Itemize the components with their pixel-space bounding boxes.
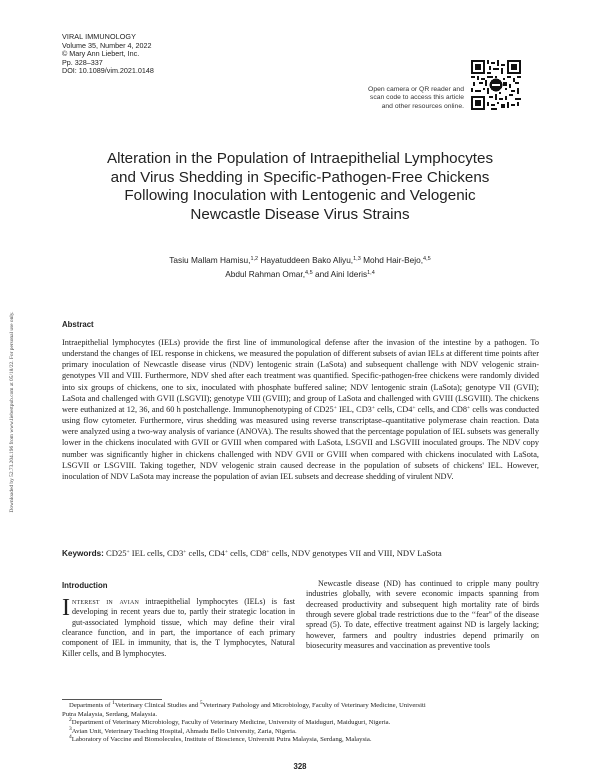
keyword-text: CD25 (103, 548, 127, 558)
abstract-text: Intraepithelial lymphocytes (IELs) provide the first line of immunological defense after the invasion of the intestine by a pathogen. To understand the changes of IEL response in chickens, we measured the population of different subsets of avian IELs at different time points after primary inoculation of Newcastle disease virus (NDV) lentogenic strain (LaSota) and subsequent challenge with NDV velogenic strain- genotypes VII and VIII. Furthermore, NDV shed after each treatment was quantified. Specific-pathogen-free chickens were randomly divided into six groups of chickens, one to six, inoculated with phosphate buffered saline; NDV lentogenic strain (LaSota); genotype VII (GVII); LaSota and challenged with GVII (LSGVII); genotype VIII (GVIII); and group of LaSota and challenged with GVIII (LSGVIII). The chickens were euthanized at 12, 36, and 60 h postchallenge. Immunophenotyping of CD25 (62, 338, 539, 414)
author-name: Hayatuddeen Bako Aliyu, (258, 255, 354, 265)
abstract-body (62, 337, 539, 482)
journal-doi: DOI: 10.1089/vim.2021.0148 (62, 66, 154, 76)
author-name: Tasiu Mallam Hamisu, (169, 255, 251, 265)
qr-code-icon[interactable] (471, 60, 521, 110)
abstract-text: cells, and CD8 (415, 404, 468, 414)
keyword-text: cells, CD4 (186, 548, 225, 558)
author-line (70, 268, 530, 282)
introduction-right-column (306, 579, 539, 651)
author-affiliation: 1,2 (250, 256, 259, 262)
author-affiliation: 1,3 (353, 256, 361, 262)
download-note (8, 262, 16, 562)
title-line: and Virus Shedding in Specific-Pathogen-Free Chickens (110, 168, 490, 186)
footnote-text: Veterinary Clinical Studies and (114, 702, 200, 709)
author-name: and Aini Ideris (312, 268, 368, 279)
page-number: 328 (293, 762, 307, 771)
affiliation-footnotes (62, 702, 539, 745)
keyword-text: IEL cells, CD3 (129, 548, 184, 558)
superscript: 1 (112, 700, 115, 706)
drop-cap: I (62, 595, 70, 621)
author-affiliation: 4,5 (305, 269, 313, 276)
keywords-label: Keywords: (62, 549, 104, 558)
superscript: + (224, 549, 228, 555)
footnote (62, 736, 539, 745)
qr-note-line: and other resources online. (381, 102, 464, 110)
superscript: + (412, 404, 416, 411)
superscript: + (183, 549, 187, 555)
footnote-text: Department of Veterinary Microbiology, Faculty of Veterinary Medicine, University of Maiduguri, Maiduguri, Nigeria. (71, 719, 391, 727)
superscript: 2 (69, 717, 72, 724)
author-line (70, 254, 530, 268)
journal-pages: Pp. 328–337 (62, 57, 103, 67)
superscript: 5 (199, 700, 203, 706)
introduction-heading: Introduction (62, 581, 108, 590)
journal-copyright: © Mary Ann Liebert, Inc. (62, 49, 140, 59)
body-text: Newcastle disease (ND) has continued to cripple many poultry industries globally, with severe economic impacts spanning from decreased productivity and subsequent high mortality rate of birds through severe global trade restrictions due to the ‘‘fear'' of the disease spread (5). To date, effective treatment against ND is largely lacking; however, farmers and poultry industries depend primarily on biosecurity measures and vaccination as preventive tools (306, 579, 539, 651)
author-list (70, 254, 530, 281)
abstract-text: cells, CD4 (374, 404, 413, 414)
article-title (60, 150, 540, 224)
footnote-text: Departments of (69, 702, 113, 709)
superscript: 4 (69, 734, 72, 741)
body-text: intraepithelial lymphocytes (IELs) is fast developing in recent years due to, partly their strategic location in gut-associated lymphoid tissue, which may define their viral clearance function, and in part, the importance of each primary component of IEL in immunity, that is, the T lymphocytes, Natural Killer cells, and B lymphocytes. (62, 597, 295, 658)
superscript: + (126, 549, 130, 555)
footnote-text: Veterinary Pathology and Microbiology, Faculty of Veterinary Medicine, Universiti (202, 702, 426, 709)
title-line: Alteration in the Population of Intraepithelial Lymphocytes (106, 150, 494, 167)
qr-note (330, 86, 464, 111)
superscript: 3 (69, 725, 72, 732)
qr-note-line: Open camera or QR reader and (368, 86, 464, 93)
journal-name: VIRAL IMMUNOLOGY (62, 32, 137, 41)
author-name: Abdul Rahman Omar, (225, 268, 306, 279)
qr-note-line: scan code to access this article (369, 94, 464, 102)
keyword-text: cells, NDV genotypes VII and VIII, NDV LaSota (269, 548, 442, 558)
keyword-text: cells, CD8 (227, 548, 267, 558)
introduction-left-column (62, 597, 295, 659)
title-line: Newcastle Disease Virus Strains (190, 205, 410, 223)
author-affiliation: 4,5 (423, 256, 431, 262)
lead-in-smallcaps: nterest in avian (72, 597, 140, 606)
keywords (62, 548, 539, 559)
footnote (62, 719, 539, 728)
title-line: Following Inoculation with Lentogenic and Velogenic (124, 187, 476, 205)
superscript: + (371, 404, 375, 411)
footnote-text: Laboratory of Vaccine and Biomolecules, Institute of Bioscience, Universiti Putra Malaysia, Serdang, Malaysia. (71, 736, 372, 744)
author-name: Mohd Hair-Bejo, (360, 255, 424, 265)
footnote: Putra Malaysia, Serdang, Malaysia. (62, 710, 158, 718)
superscript: + (467, 404, 471, 411)
download-note-text: Downloaded by 52.73.204.196 from www.liebertpub.com at 05/18/22. For personal use only. (9, 311, 15, 513)
journal-volume: Volume 35, Number 4, 2022 (62, 40, 152, 50)
superscript: + (266, 549, 270, 555)
journal-meta (62, 33, 154, 76)
author-affiliation: 1,4 (367, 269, 375, 276)
abstract-heading: Abstract (62, 320, 94, 329)
abstract-text: cells was conducted using flow cytometer. Furthermore, virus shedding was measured using reverse transcriptase–quantitative polymerase chain reaction. Data were analyzed using a two-way analysis of variance (ANOVA). The results showed that the percentage population of IEL subsets was generally lower in the chickens inoculated with GVII or GVIII when compared with LaSota, LSGVII and LSGVIII inoculated groups. The NDV copy number was significantly higher in chickens challenged with NDV GVII or GVIII when compared with chickens inoculated with LaSota, LSGVII or LSGVIII. Taking together, NDV velogenic strain caused decrease in the population of subsets of chickens' IEL. However, inoculation of NDV LaSota may increase the population of avian IEL subsets and decrease shedding of virulent NDV. (62, 404, 540, 481)
abstract-text: IEL, CD3 (336, 404, 372, 414)
footnote (62, 702, 539, 711)
footnote-text: Avian Unit, Veterinary Teaching Hospital, Ahmadu Bello University, Zaria, Nigeria. (71, 727, 297, 735)
superscript: + (333, 404, 337, 411)
